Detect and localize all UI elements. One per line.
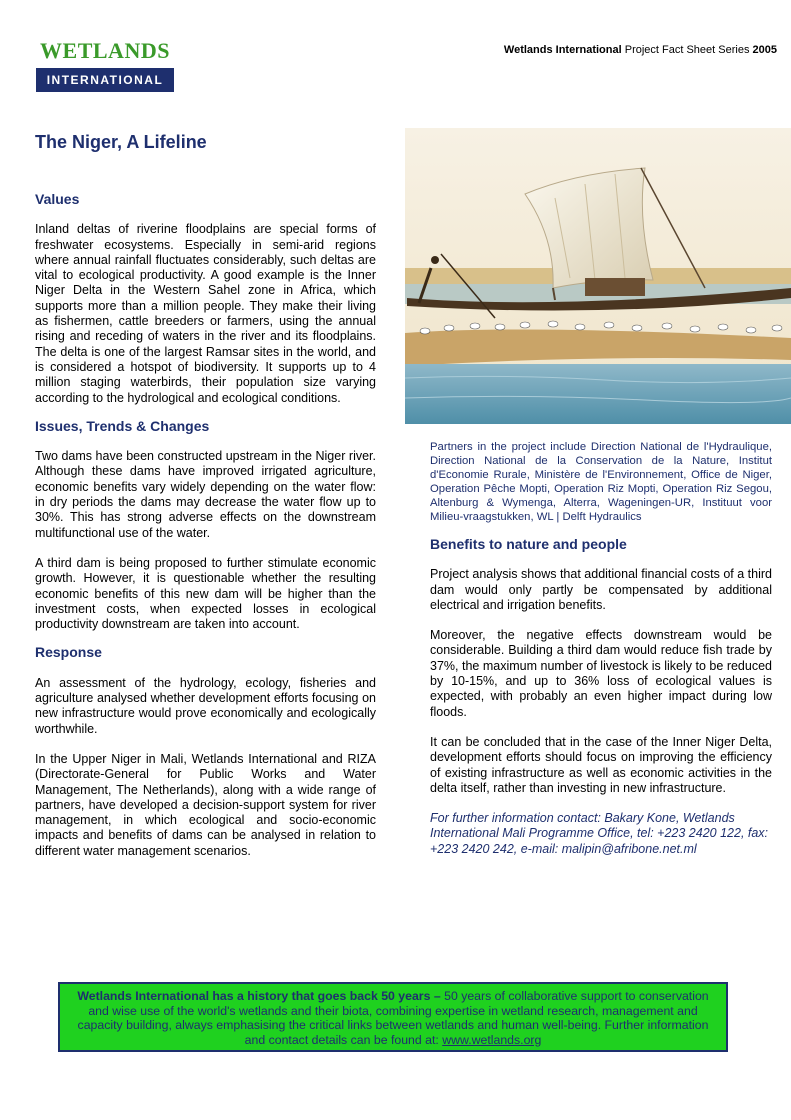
- issues-paragraph-1: Two dams have been constructed upstream in the Niger river. Although these dams have improved irrigated agriculture, economic benefits vary widely depending on the water flow: in dry periods the dams may decrease the water flow up to 30%. This has strong adverse effects on the downstream multifunctional use of the water.: [35, 449, 376, 540]
- logo-wordmark: WETLANDS: [40, 38, 170, 63]
- response-heading: Response: [35, 644, 102, 661]
- series-text: Project Fact Sheet Series: [621, 44, 753, 56]
- series-year: 2005: [752, 44, 777, 56]
- niger-river-photo: [405, 128, 791, 424]
- benefits-paragraph-3: It can be concluded that in the case of the Inner Niger Delta, development efforts should focus on improving the efficiency of existing infrastructure as well as economic activities in the delta itself, rather than investing in new infrastructure.: [430, 734, 772, 795]
- page-title: The Niger, A Lifeline: [35, 132, 207, 152]
- contact-info: For further information contact: Bakary Kone, Wetlands International Mali Programme Office, tel: +223 2420 122, fax: +223 2420 242, e-mail: malipin@afribone.net.ml: [430, 811, 769, 856]
- values-paragraph: Inland deltas of riverine floodplains are special forms of freshwater ecosystems. Especially in semi-arid regions where annual rainfall fluctuates considerably, such deltas are vital to ecological productivity. A good example is the Inner Niger Delta in the Western Sahel zone in Africa, which supports more than a million people. They make their living as fishermen, cattle breeders or farmers, using the annual rising and receding of waters in the river and its floodplains. The delta is one of the largest Ramsar sites in the world, and is considered a hotspot of biodiversity. It supports up to 4 million staging waterbirds, their population size varying according to the hydrological and ecological conditions.: [35, 222, 376, 405]
- issues-paragraph-2: A third dam is being proposed to further stimulate economic growth. However, it is questionable whether the resulting economic benefits of this new dam will be higher than the investment costs, when expected losses in ecological productivity downstream are taken into account.: [35, 555, 376, 632]
- series-header: [504, 44, 777, 56]
- footer-banner: [58, 982, 728, 1052]
- benefits-heading: Benefits to nature and people: [430, 536, 627, 552]
- footer-body: 50 years of collaborative support to conservation and wise use of the world's wetlands and their biota, combining expertise in wetland research, management and capacity building, always emphasising the critical links between wetlands and human well-being. Further information and contact details can be found at:: [77, 989, 709, 1047]
- series-org: Wetlands International: [503, 44, 622, 56]
- issues-heading: Issues, Trends & Changes: [35, 417, 210, 434]
- photo-illustration: [405, 128, 791, 424]
- benefits-paragraph-1: Project analysis shows that additional financial costs of a third dam would only partly be compensated by additional electrical and irrigation benefits.: [430, 567, 772, 612]
- right-column: [430, 440, 772, 857]
- response-paragraph-1: An assessment of the hydrology, ecology, fisheries and agriculture analysed whether development efforts focusing on new infrastructure would prove economically and ecologically worthwhile.: [35, 675, 376, 736]
- wetlands-logo: [36, 36, 174, 96]
- response-paragraph-2: In the Upper Niger in Mali, Wetlands International and RIZA (Directorate-General for Public Works and Water Management, The Netherlands), along with a wide range of partners, have developed a decision-support system for river management, in which ecological and socio-economic impacts and benefits of dams can be analysed in relation to different water management scenarios.: [35, 751, 376, 858]
- left-column: [35, 192, 376, 859]
- wetlands-website-link[interactable]: www.wetlands.org: [442, 1032, 542, 1047]
- footer-lead: Wetlands International has a history that goes back 50 years –: [77, 989, 441, 1003]
- benefits-paragraph-2: Moreover, the negative effects downstream would be considerable. Building a third dam would reduce fish trade by 37%, the maximum number of livestock is likely to be reduced by 10-15%, and up to 36% loss of ecological values is expected, with probably an even higher impact during low floods.: [430, 628, 772, 719]
- values-heading: Values: [35, 191, 80, 207]
- partners-paragraph: Partners in the project include Direction National de l'Hydraulique, Direction National de la Conservation de la Nature, Institut d'Economie Rurale, Ministère de l'Environnement, Office de Niger, Operation Pêche Mopti, Operation Riz Mopti, Operation Riz Segou, Altenburg & Wymenga, Alterra, Wageningen-UR, Instituut voor Milieu-vraagstukken, WL | Delft Hydraulics: [430, 441, 772, 523]
- logo-banner: INTERNATIONAL: [36, 68, 174, 92]
